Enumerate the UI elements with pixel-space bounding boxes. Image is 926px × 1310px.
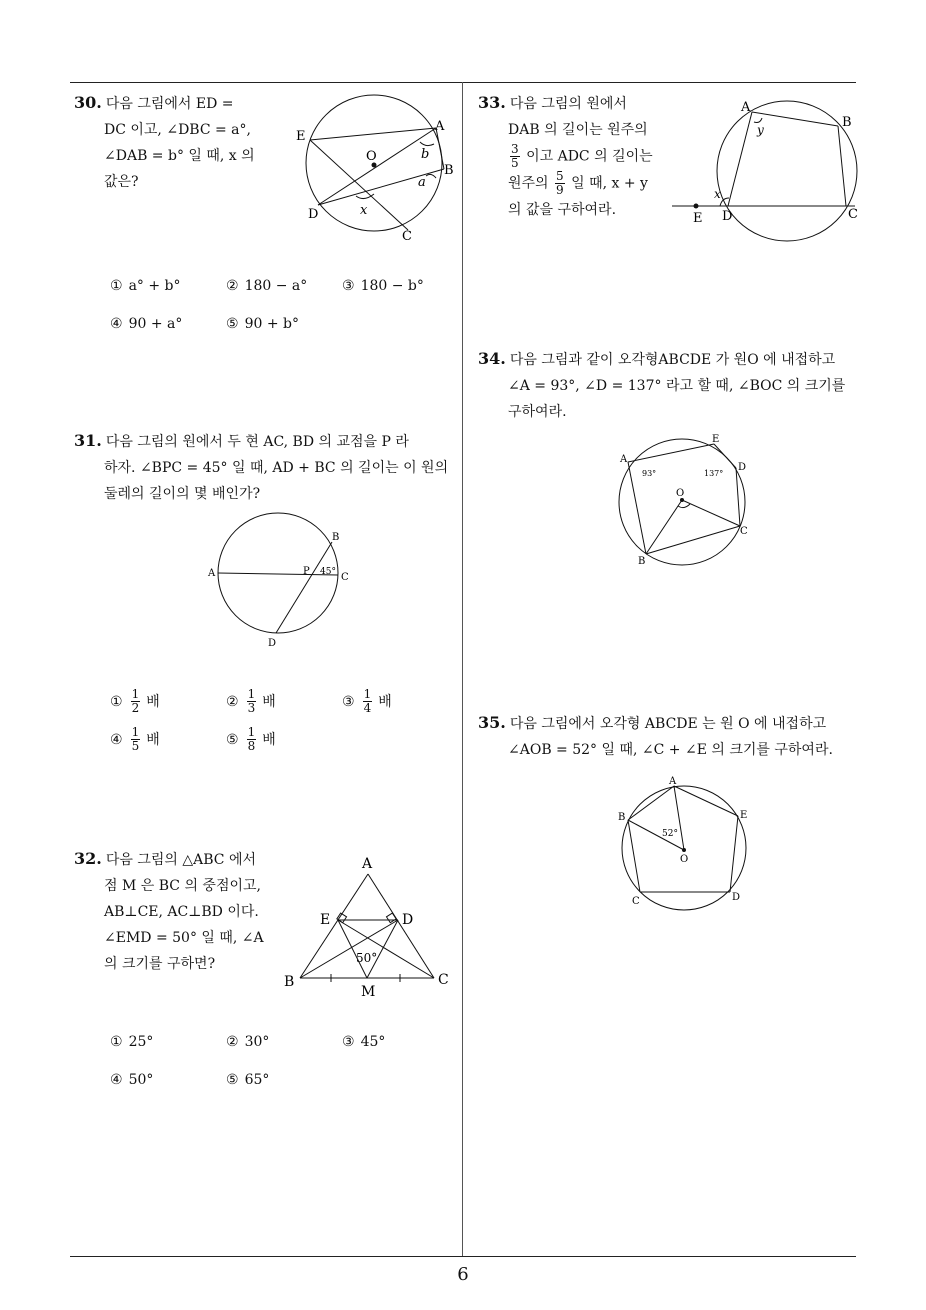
choice-3[interactable]: ③ $\frac{1}{4}$ 배 (342, 687, 392, 715)
label-D: D (738, 462, 747, 473)
label-angleA: 93° (642, 469, 657, 478)
choice-4[interactable]: ④ 90 + a° (110, 316, 183, 332)
question-31 (74, 428, 460, 507)
label-C: C (632, 896, 640, 907)
question-text-line: 구하여라. (508, 404, 567, 420)
choice-5[interactable]: ⑤ $\frac{1}{8}$ 배 (226, 725, 276, 753)
question-text-line: 다음 그림의 △ABC 에서 (105, 852, 256, 868)
label-angle: 52° (662, 829, 678, 839)
question-35 (478, 710, 860, 763)
label-angle: 45° (320, 567, 336, 577)
choice-2[interactable]: ② 180 − a° (226, 278, 308, 294)
label-O: O (676, 488, 685, 499)
choice-4[interactable]: ④ $\frac{1}{5}$ 배 (110, 725, 160, 753)
q30-figure (296, 92, 466, 242)
q32-figure (282, 852, 454, 1000)
question-text-line: 다음 그림의 원에서 (509, 96, 627, 112)
label-angle: 50° (356, 951, 378, 965)
label-A: A (435, 119, 445, 134)
label-E: E (296, 129, 306, 144)
column-divider (462, 82, 463, 1256)
page-number: 6 (457, 1264, 469, 1285)
question-text-line: ∠A = 93°, ∠D = 137° 라고 할 때, ∠BOC 의 크기를 (508, 378, 846, 394)
question-text-line: ∠EMD = 50° 일 때, ∠A (104, 930, 264, 946)
label-E: E (693, 211, 703, 226)
label-B: B (638, 556, 646, 567)
choice-1[interactable]: ① a° + b° (110, 278, 181, 294)
label-E: E (712, 434, 720, 445)
q35-figure (612, 772, 756, 914)
label-B: B (618, 812, 626, 823)
question-text-line: 다음 그림과 같이 오각형ABCDE 가 원O 에 내접하고 (509, 352, 836, 368)
question-text-line: $\frac{3}{5}$ 이고 ADC 의 길이는 (511, 142, 653, 170)
choice-1[interactable]: ① 25° (110, 1034, 154, 1050)
question-text-line: ∠DAB = b° 일 때, x 의 (104, 148, 255, 164)
choice-3[interactable]: ③ 180 − b° (342, 278, 424, 294)
choice-2[interactable]: ② $\frac{1}{3}$ 배 (226, 687, 276, 715)
q33-figure (672, 96, 862, 246)
label-M: M (361, 984, 376, 1000)
choice-4[interactable]: ④ 50° (110, 1072, 154, 1088)
label-D: D (402, 912, 414, 928)
label-D: D (732, 892, 741, 903)
choice-5[interactable]: ⑤ 65° (226, 1072, 270, 1088)
question-text-line: DAB 의 길이는 원주의 (508, 122, 648, 138)
q34-figure (612, 432, 752, 570)
label-B: B (332, 532, 340, 543)
bottom-rule (70, 1256, 856, 1257)
question-text-line: 의 크기를 구하면? (104, 956, 216, 972)
label-x: x (360, 203, 368, 218)
label-O: O (366, 149, 377, 164)
label-E: E (740, 810, 748, 821)
question-text-line: 하자. ∠BPC = 45° 일 때, AD + BC 의 길이는 이 원의 (104, 460, 449, 476)
question-number: 33. (478, 93, 506, 112)
label-A: A (741, 100, 751, 115)
label-D: D (268, 638, 277, 649)
label-B: B (444, 163, 454, 178)
choice-3[interactable]: ③ 45° (342, 1034, 386, 1050)
question-34 (478, 346, 860, 425)
q31-figure (206, 512, 366, 652)
question-text-line: 다음 그림에서 ED = (105, 96, 234, 112)
label-y: y (757, 123, 764, 137)
label-C: C (848, 207, 858, 222)
question-text-line: AB⊥CE, AC⊥BD 이다. (104, 904, 259, 920)
label-P: P (303, 566, 310, 577)
label-A: A (669, 776, 677, 787)
label-C: C (402, 229, 412, 242)
question-text-line: 다음 그림에서 오각형 ABCDE 는 원 O 에 내접하고 (509, 716, 827, 732)
label-C: C (438, 972, 449, 988)
top-rule (70, 82, 856, 83)
question-text-line: 점 M 은 BC 의 중점이고, (104, 878, 261, 894)
label-a: a (418, 175, 426, 190)
label-A: A (362, 856, 373, 872)
label-D: D (722, 209, 733, 224)
label-A: A (208, 568, 216, 579)
question-number: 32. (74, 849, 102, 868)
question-text-line: 둘레의 길이의 몇 배인가? (104, 486, 261, 502)
label-D: D (308, 207, 319, 222)
question-number: 35. (478, 713, 506, 732)
question-text-line: 의 값을 구하여라. (508, 202, 617, 218)
question-number: 31. (74, 431, 102, 450)
label-C: C (740, 526, 748, 537)
question-32 (74, 846, 284, 977)
label-E: E (320, 912, 331, 928)
question-number: 34. (478, 349, 506, 368)
label-O: O (680, 854, 689, 865)
label-B: B (284, 974, 295, 990)
question-text-line: 원주의 $\frac{5}{9}$ 일 때, x + y (508, 169, 648, 197)
label-b: b (421, 147, 430, 162)
choice-2[interactable]: ② 30° (226, 1034, 270, 1050)
choice-5[interactable]: ⑤ 90 + b° (226, 316, 299, 332)
question-30 (74, 90, 284, 195)
label-A: A (620, 454, 628, 465)
label-C: C (341, 572, 349, 583)
label-x: x (714, 187, 721, 201)
label-B: B (842, 115, 852, 130)
choice-1[interactable]: ① $\frac{1}{2}$ 배 (110, 687, 160, 715)
question-text-line: 다음 그림의 원에서 두 현 AC, BD 의 교점을 P 라 (105, 434, 409, 450)
question-text-line: DC 이고, ∠DBC = a°, (104, 122, 251, 138)
question-text-line: 값은? (104, 174, 139, 190)
label-angleD: 137° (704, 469, 724, 478)
question-text-line: ∠AOB = 52° 일 때, ∠C + ∠E 의 크기를 구하여라. (508, 742, 833, 758)
question-33 (478, 90, 674, 223)
circle (717, 101, 857, 241)
question-number: 30. (74, 93, 102, 112)
